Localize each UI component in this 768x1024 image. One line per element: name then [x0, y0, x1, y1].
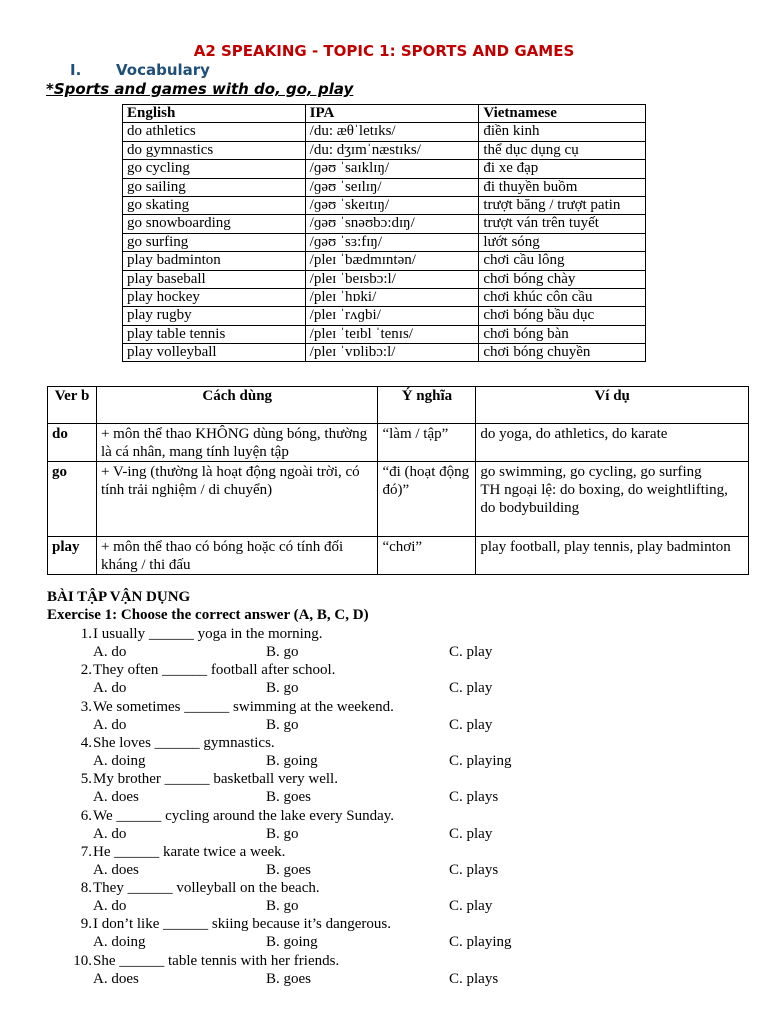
cell-example	[476, 424, 749, 462]
cell-usage: + môn thể thao KHÔNG dùng bóng, thường là cá nhân, mang tính luyện tập	[96, 424, 378, 462]
question	[70, 953, 339, 970]
table-row	[123, 325, 646, 343]
cell-usage: + môn thể thao có bóng hoặc có tính đối kháng / thi đấu	[96, 537, 378, 575]
example-line: do yoga, do athletics, do karate	[480, 426, 668, 442]
question-number: 5.	[80, 771, 92, 788]
answer-option: C. playing	[449, 752, 512, 769]
table-row	[48, 462, 749, 537]
cell-vietnamese: trượt ván trên tuyết	[479, 215, 646, 233]
question-text: She ______ table tennis with her friends.	[93, 952, 340, 969]
cell-ipa: /pleɪ ˈrʌɡbi/	[305, 307, 479, 325]
vocabulary-table	[122, 104, 646, 362]
answer-option: B. going	[266, 752, 318, 769]
table-row	[123, 270, 646, 288]
header-example: Ví dụ	[476, 387, 749, 424]
answer-option: B. go	[266, 716, 299, 733]
document-title: A2 SPEAKING - TOPIC 1: SPORTS AND GAMES	[193, 42, 575, 60]
cell-ipa: /du: æθˈletɪks/	[305, 123, 479, 141]
question	[70, 626, 323, 643]
question-text: I usually ______ yoga in the morning.	[93, 626, 323, 642]
cell-vietnamese: đi thuyền buồm	[479, 178, 646, 196]
header-usage: Cách dùng	[96, 387, 378, 424]
cell-english: do gymnastics	[123, 141, 306, 159]
header-ipa: IPA	[305, 105, 479, 123]
cell-english: do athletics	[123, 123, 306, 141]
table-row	[123, 252, 646, 270]
exercise-title: Exercise 1: Choose the correct answer (A, B, C, D)	[47, 607, 369, 623]
question-number: 3.	[80, 698, 92, 715]
cell-english: play volleyball	[123, 344, 306, 362]
cell-english: go snowboarding	[123, 215, 306, 233]
cell-ipa: /pleɪ ˈhɒki/	[305, 288, 479, 306]
question-number: 8.	[80, 880, 92, 897]
cell-verb: play	[48, 537, 97, 575]
example-line: go swimming, go cycling, go surfing	[480, 464, 702, 480]
cell-english: play hockey	[123, 288, 306, 306]
usage-table	[47, 386, 749, 575]
question-text: We sometimes ______ swimming at the weekend.	[93, 698, 394, 715]
question-text: I don’t like ______ skiing because it’s dangerous.	[93, 916, 392, 933]
cell-english: play table tennis	[123, 325, 306, 343]
cell-english: go cycling	[123, 160, 306, 178]
cell-vietnamese: chơi khúc côn cầu	[479, 288, 646, 306]
question-text: They ______ volleyball on the beach.	[93, 880, 320, 897]
header-english: English	[123, 105, 306, 123]
table-row	[48, 424, 749, 462]
answer-option: A. do	[93, 898, 127, 915]
table-row	[123, 233, 646, 251]
exercise-section-title: BÀI TẬP VẬN DỤNG	[47, 589, 191, 605]
question	[70, 699, 394, 716]
cell-verb: do	[48, 424, 97, 462]
cell-english: play badminton	[123, 252, 306, 270]
question-text: They often ______ football after school.	[93, 662, 336, 679]
cell-vietnamese: chơi bóng bàn	[479, 325, 646, 343]
cell-english: go sailing	[123, 178, 306, 196]
table-row	[123, 307, 646, 325]
cell-ipa: /ɡəʊ ˈskeɪtɪŋ/	[305, 196, 479, 214]
table-row	[123, 196, 646, 214]
answer-option: B. going	[266, 934, 318, 951]
answer-option: C. playing	[449, 934, 512, 951]
section-label: Vocabulary	[116, 61, 210, 79]
cell-example	[476, 537, 749, 575]
cell-vietnamese: chơi bóng chày	[479, 270, 646, 288]
question	[70, 771, 338, 788]
question-number: 1.	[80, 626, 92, 642]
question	[70, 735, 275, 752]
cell-ipa: /ɡəʊ ˈseɪlɪŋ/	[305, 178, 479, 196]
answer-option: C. play	[449, 680, 493, 697]
cell-meaning: “đi (hoạt động đó)”	[378, 462, 476, 537]
answer-option: A. does	[93, 789, 139, 806]
cell-vietnamese: chơi bóng bầu dục	[479, 307, 646, 325]
cell-meaning: “chơi”	[378, 537, 476, 575]
answer-option: B. go	[266, 825, 299, 842]
cell-vietnamese: trượt băng / trượt patin	[479, 196, 646, 214]
answer-option: C. play	[449, 644, 493, 660]
cell-ipa: /ɡəʊ ˈsnəʊbɔ:dɪŋ/	[305, 215, 479, 233]
section-heading	[70, 61, 210, 79]
table-header-row	[123, 105, 646, 123]
question-text: We ______ cycling around the lake every Sunday.	[93, 807, 395, 824]
answer-option: C. plays	[449, 789, 499, 806]
cell-ipa: /ɡəʊ ˈsɜ:fɪŋ/	[305, 233, 479, 251]
example-line: TH ngoại lệ: do boxing, do weightlifting, do bodybuilding	[480, 482, 728, 516]
answer-option: B. go	[266, 644, 299, 660]
cell-ipa: /pleɪ ˈbædmɪntən/	[305, 252, 479, 270]
cell-ipa: /pleɪ ˈbeɪsbɔ:l/	[305, 270, 479, 288]
answer-option: B. goes	[266, 861, 311, 878]
question	[70, 844, 285, 861]
table-row	[123, 141, 646, 159]
table-row	[123, 123, 646, 141]
question-number: 10.	[73, 952, 92, 969]
answer-option: B. go	[266, 898, 299, 915]
table-header-row	[48, 387, 749, 424]
table-row	[123, 288, 646, 306]
question-number: 4.	[80, 734, 92, 751]
question-number: 9.	[80, 916, 92, 933]
question-number: 2.	[80, 662, 92, 679]
question-text: She loves ______ gymnastics.	[93, 734, 275, 751]
cell-verb: go	[48, 462, 97, 537]
subtitle: *Sports and games with do, go, play	[46, 80, 354, 98]
cell-example	[476, 462, 749, 537]
answer-option: C. plays	[449, 861, 499, 878]
question-text: My brother ______ basketball very well.	[93, 771, 338, 788]
answer-option: A. do	[93, 716, 127, 733]
cell-vietnamese: điền kinh	[479, 123, 646, 141]
answer-option: C. play	[449, 716, 493, 733]
cell-english: play baseball	[123, 270, 306, 288]
answer-option: C. play	[449, 825, 493, 842]
answer-option: A. do	[93, 825, 127, 842]
answer-option: A. does	[93, 970, 139, 987]
cell-ipa: /pleɪ ˈvɒlibɔ:l/	[305, 344, 479, 362]
cell-vietnamese: thể dục dụng cụ	[479, 141, 646, 159]
table-row	[123, 344, 646, 362]
header-verb: Ver b	[48, 387, 97, 424]
question	[70, 808, 394, 825]
cell-english: play rugby	[123, 307, 306, 325]
answer-option: C. plays	[449, 970, 499, 987]
answer-option: A. do	[93, 644, 127, 660]
cell-vietnamese: lướt sóng	[479, 233, 646, 251]
cell-ipa: /pleɪ ˈteɪbl ˈtenɪs/	[305, 325, 479, 343]
question	[70, 880, 320, 897]
cell-ipa: /du: dʒɪmˈnæstɪks/	[305, 141, 479, 159]
answer-option: A. do	[93, 680, 127, 697]
cell-ipa: /ɡəʊ ˈsaɪklɪŋ/	[305, 160, 479, 178]
table-row	[123, 178, 646, 196]
question-number: 6.	[80, 807, 92, 824]
cell-english: go skating	[123, 196, 306, 214]
cell-usage: + V-ing (thường là hoạt động ngoài trời, có tính trải nghiệm / di chuyển)	[96, 462, 378, 537]
header-meaning: Ý nghĩa	[378, 387, 476, 424]
cell-vietnamese: đi xe đạp	[479, 160, 646, 178]
table-row	[48, 537, 749, 575]
table-row	[123, 160, 646, 178]
table-row	[123, 215, 646, 233]
answer-option: A. doing	[93, 752, 146, 769]
cell-vietnamese: chơi bóng chuyền	[479, 344, 646, 362]
cell-meaning: “làm / tập”	[378, 424, 476, 462]
cell-vietnamese: chơi cầu lông	[479, 252, 646, 270]
cell-english: go surfing	[123, 233, 306, 251]
question	[70, 662, 335, 679]
answer-option: B. go	[266, 680, 299, 697]
answer-option: B. goes	[266, 789, 311, 806]
question-text: He ______ karate twice a week.	[93, 843, 286, 860]
answer-option: B. goes	[266, 970, 311, 987]
header-vietnamese: Vietnamese	[479, 105, 646, 123]
question-number: 7.	[80, 843, 92, 860]
answer-option: A. does	[93, 861, 139, 878]
question	[70, 916, 391, 933]
section-number: I.	[70, 61, 82, 79]
answer-option: A. doing	[93, 934, 146, 951]
answer-option: C. play	[449, 898, 493, 915]
example-line: play football, play tennis, play badminton	[480, 539, 731, 555]
